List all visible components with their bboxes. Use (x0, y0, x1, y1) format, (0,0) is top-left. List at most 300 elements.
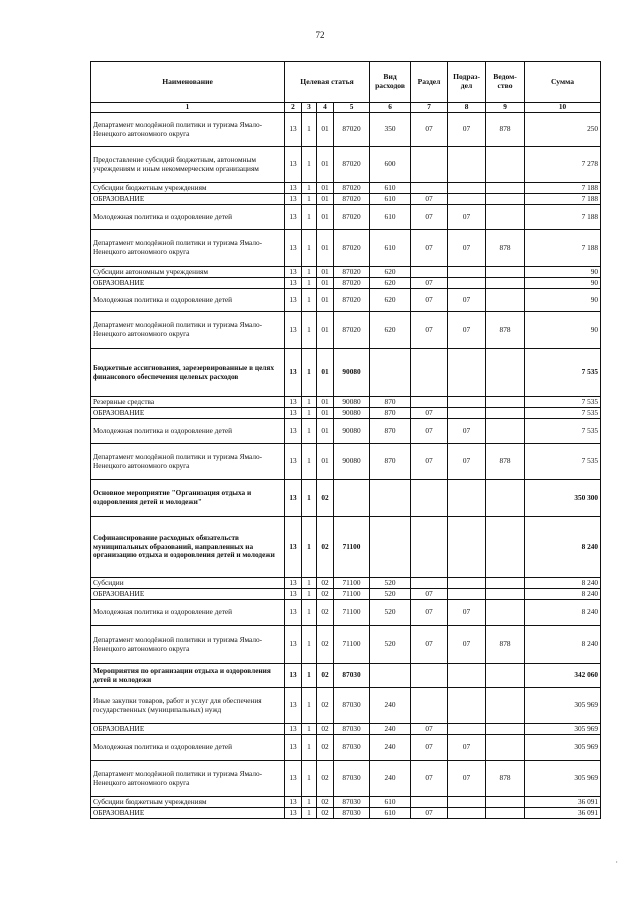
row-direction-code: 87030 (334, 808, 370, 819)
row-program-code: 13 (285, 735, 302, 761)
row-subsection (448, 480, 486, 517)
table-row (91, 194, 601, 205)
row-department: 878 (486, 444, 525, 480)
row-section: 07 (411, 600, 448, 626)
row-activity-code: 02 (317, 688, 334, 724)
row-expense-type: 610 (370, 205, 411, 230)
row-sum: 8 240 (525, 626, 601, 664)
row-program-code: 13 (285, 808, 302, 819)
row-program-code: 13 (285, 113, 302, 147)
row-name: Департамент молодёжной политики и туризма Ямало-Ненецкого автономного округа (91, 113, 285, 147)
row-subsection: 07 (448, 419, 486, 444)
row-section (411, 664, 448, 688)
row-name: Молодежная политика и оздоровление детей (91, 735, 285, 761)
row-program-code: 13 (285, 408, 302, 419)
row-program-code: 13 (285, 444, 302, 480)
row-subsection (448, 688, 486, 724)
row-department (486, 419, 525, 444)
row-activity-code: 01 (317, 267, 334, 278)
row-subsection (448, 278, 486, 289)
row-department: 878 (486, 230, 525, 267)
row-direction-code: 87020 (334, 183, 370, 194)
row-subsection: 07 (448, 113, 486, 147)
row-name: Мероприятия по организации отдыха и оздоровления детей и молодежи (91, 664, 285, 688)
row-expense-type: 240 (370, 724, 411, 735)
row-subsection: 07 (448, 312, 486, 349)
row-department (486, 797, 525, 808)
table-row (91, 419, 601, 444)
table-row (91, 278, 601, 289)
row-name: ОБРАЗОВАНИЕ (91, 278, 285, 289)
row-sum: 305 969 (525, 735, 601, 761)
row-expense-type: 520 (370, 578, 411, 589)
row-name: Департамент молодёжной политики и туризма Ямало-Ненецкого автономного округа (91, 626, 285, 664)
row-subprogram-code: 1 (302, 230, 317, 267)
row-name: Бюджетные ассигнования, зарезервированные в целях финансового обеспечения целевых расходов (91, 349, 285, 397)
row-program-code: 13 (285, 664, 302, 688)
row-activity-code: 01 (317, 278, 334, 289)
table-row (91, 480, 601, 517)
row-subsection (448, 578, 486, 589)
row-sum: 7 535 (525, 408, 601, 419)
row-subsection: 07 (448, 761, 486, 797)
row-program-code: 13 (285, 761, 302, 797)
row-name: Резервные средства (91, 397, 285, 408)
row-program-code: 13 (285, 289, 302, 312)
row-subsection (448, 808, 486, 819)
row-subprogram-code: 1 (302, 600, 317, 626)
row-expense-type: 600 (370, 147, 411, 183)
column-number: 10 (525, 103, 601, 113)
row-expense-type: 610 (370, 230, 411, 267)
row-direction-code: 71100 (334, 626, 370, 664)
row-activity-code: 01 (317, 205, 334, 230)
row-expense-type: 610 (370, 808, 411, 819)
row-subsection (448, 397, 486, 408)
row-program-code: 13 (285, 480, 302, 517)
header-department: Ведом-ство (486, 62, 525, 103)
row-subprogram-code: 1 (302, 761, 317, 797)
row-subprogram-code: 1 (302, 688, 317, 724)
row-department (486, 278, 525, 289)
row-expense-type: 520 (370, 626, 411, 664)
row-subsection (448, 194, 486, 205)
row-program-code: 13 (285, 267, 302, 278)
row-activity-code: 01 (317, 408, 334, 419)
scan-mark: · (615, 858, 618, 867)
row-program-code: 13 (285, 517, 302, 578)
row-activity-code: 01 (317, 444, 334, 480)
row-name: Департамент молодёжной политики и туризма Ямало-Ненецкого автономного округа (91, 444, 285, 480)
column-number: 6 (370, 103, 411, 113)
row-sum: 342 060 (525, 664, 601, 688)
row-name: ОБРАЗОВАНИЕ (91, 194, 285, 205)
row-subprogram-code: 1 (302, 289, 317, 312)
row-subsection: 07 (448, 735, 486, 761)
table-row (91, 664, 601, 688)
row-section (411, 688, 448, 724)
row-program-code: 13 (285, 419, 302, 444)
row-direction-code: 87030 (334, 797, 370, 808)
row-activity-code: 02 (317, 480, 334, 517)
row-department (486, 808, 525, 819)
row-expense-type: 240 (370, 761, 411, 797)
row-expense-type: 620 (370, 278, 411, 289)
table-row (91, 808, 601, 819)
row-direction-code: 87020 (334, 278, 370, 289)
row-section: 07 (411, 312, 448, 349)
row-direction-code: 87030 (334, 735, 370, 761)
table-row (91, 183, 601, 194)
row-department (486, 205, 525, 230)
row-sum: 8 240 (525, 589, 601, 600)
row-direction-code: 71100 (334, 517, 370, 578)
row-department (486, 735, 525, 761)
row-activity-code: 02 (317, 517, 334, 578)
column-number: 2 (285, 103, 302, 113)
row-sum: 350 300 (525, 480, 601, 517)
row-expense-type: 520 (370, 589, 411, 600)
header-section: Раздел (411, 62, 448, 103)
row-sum: 305 969 (525, 761, 601, 797)
row-name: ОБРАЗОВАНИЕ (91, 408, 285, 419)
row-department (486, 147, 525, 183)
row-subsection (448, 147, 486, 183)
row-section: 07 (411, 113, 448, 147)
header-name: Наименование (91, 62, 285, 103)
row-name: Департамент молодёжной политики и туризма Ямало-Ненецкого автономного округа (91, 312, 285, 349)
row-program-code: 13 (285, 626, 302, 664)
row-department (486, 688, 525, 724)
header-row (91, 62, 601, 103)
row-activity-code: 01 (317, 230, 334, 267)
row-direction-code: 71100 (334, 600, 370, 626)
table-row (91, 797, 601, 808)
row-department (486, 183, 525, 194)
row-subprogram-code: 1 (302, 147, 317, 183)
row-sum: 90 (525, 312, 601, 349)
row-department (486, 600, 525, 626)
row-direction-code: 90080 (334, 444, 370, 480)
column-number: 4 (317, 103, 334, 113)
table-row (91, 626, 601, 664)
row-program-code: 13 (285, 578, 302, 589)
row-name: Департамент молодёжной политики и туризма Ямало-Ненецкого автономного округа (91, 761, 285, 797)
row-direction-code: 87030 (334, 761, 370, 797)
table-row (91, 205, 601, 230)
table-row (91, 444, 601, 480)
row-subprogram-code: 1 (302, 444, 317, 480)
row-direction-code: 87020 (334, 289, 370, 312)
row-name: Субсидии бюджетным учреждениям (91, 183, 285, 194)
header-target-article: Целевая статья (285, 62, 370, 103)
row-department (486, 578, 525, 589)
row-subprogram-code: 1 (302, 183, 317, 194)
row-sum: 7 188 (525, 205, 601, 230)
page-number: 72 (315, 30, 325, 40)
row-section: 07 (411, 626, 448, 664)
row-program-code: 13 (285, 312, 302, 349)
table-body (91, 113, 601, 819)
row-direction-code: 87030 (334, 724, 370, 735)
row-name: Основное мероприятие "Организация отдыха и оздоровления детей и молодежи" (91, 480, 285, 517)
row-direction-code: 87020 (334, 147, 370, 183)
row-sum: 7 188 (525, 230, 601, 267)
row-section (411, 183, 448, 194)
row-program-code: 13 (285, 797, 302, 808)
row-expense-type: 240 (370, 688, 411, 724)
row-sum: 250 (525, 113, 601, 147)
row-sum: 7 535 (525, 444, 601, 480)
row-section (411, 267, 448, 278)
row-direction-code: 90080 (334, 397, 370, 408)
row-section (411, 480, 448, 517)
row-sum: 36 091 (525, 797, 601, 808)
row-subsection (448, 724, 486, 735)
row-section: 07 (411, 289, 448, 312)
row-subprogram-code: 1 (302, 312, 317, 349)
row-subprogram-code: 1 (302, 664, 317, 688)
row-subsection: 07 (448, 205, 486, 230)
row-section (411, 397, 448, 408)
row-expense-type: 620 (370, 289, 411, 312)
row-subprogram-code: 1 (302, 278, 317, 289)
row-program-code: 13 (285, 194, 302, 205)
header-subsection: Подраз-дел (448, 62, 486, 103)
row-subsection: 07 (448, 289, 486, 312)
row-name: Субсидии (91, 578, 285, 589)
row-department (486, 194, 525, 205)
header-expense-type: Вид расходов (370, 62, 411, 103)
row-expense-type: 870 (370, 419, 411, 444)
column-number: 7 (411, 103, 448, 113)
header-sum: Сумма (525, 62, 601, 103)
row-program-code: 13 (285, 397, 302, 408)
row-subprogram-code: 1 (302, 267, 317, 278)
row-activity-code: 01 (317, 147, 334, 183)
row-subprogram-code: 1 (302, 797, 317, 808)
row-name: Молодежная политика и оздоровление детей (91, 289, 285, 312)
table-row (91, 761, 601, 797)
table-row (91, 113, 601, 147)
row-activity-code: 02 (317, 797, 334, 808)
row-section (411, 578, 448, 589)
row-sum: 7 188 (525, 183, 601, 194)
row-activity-code: 02 (317, 664, 334, 688)
row-department: 878 (486, 312, 525, 349)
row-program-code: 13 (285, 600, 302, 626)
row-subprogram-code: 1 (302, 349, 317, 397)
row-expense-type: 610 (370, 194, 411, 205)
row-sum: 7 535 (525, 397, 601, 408)
row-name: Молодежная политика и оздоровление детей (91, 205, 285, 230)
row-expense-type: 610 (370, 797, 411, 808)
row-expense-type: 610 (370, 183, 411, 194)
row-department (486, 397, 525, 408)
row-name: Софинансирование расходных обязательств муниципальных образований, направленных на организацию отдыха и оздоровления детей и молодежи (91, 517, 285, 578)
table-row (91, 688, 601, 724)
row-subsection (448, 517, 486, 578)
row-name: Предоставление субсидий бюджетным, автономным учреждениям и иным некоммерческим организациям (91, 147, 285, 183)
row-name: Иные закупки товаров, работ и услуг для обеспечения государственных (муниципальных) нужд (91, 688, 285, 724)
budget-table (90, 61, 601, 819)
row-department (486, 664, 525, 688)
row-subprogram-code: 1 (302, 419, 317, 444)
row-subprogram-code: 1 (302, 397, 317, 408)
row-section: 07 (411, 408, 448, 419)
row-direction-code: 87020 (334, 267, 370, 278)
row-department (486, 589, 525, 600)
row-expense-type: 870 (370, 397, 411, 408)
row-section: 07 (411, 724, 448, 735)
row-subsection: 07 (448, 230, 486, 267)
row-expense-type (370, 664, 411, 688)
row-direction-code: 87030 (334, 688, 370, 724)
row-activity-code: 01 (317, 349, 334, 397)
table-row (91, 267, 601, 278)
row-activity-code: 01 (317, 397, 334, 408)
row-department (486, 289, 525, 312)
row-department: 878 (486, 761, 525, 797)
row-subprogram-code: 1 (302, 113, 317, 147)
row-sum: 305 969 (525, 724, 601, 735)
row-activity-code: 02 (317, 735, 334, 761)
row-activity-code: 01 (317, 289, 334, 312)
row-subsection (448, 349, 486, 397)
row-activity-code: 02 (317, 626, 334, 664)
row-section: 07 (411, 589, 448, 600)
row-name: Субсидии бюджетным учреждениям (91, 797, 285, 808)
column-number: 3 (302, 103, 317, 113)
row-program-code: 13 (285, 147, 302, 183)
row-section: 07 (411, 278, 448, 289)
row-subprogram-code: 1 (302, 578, 317, 589)
row-activity-code: 02 (317, 600, 334, 626)
row-sum: 8 240 (525, 600, 601, 626)
row-activity-code: 01 (317, 183, 334, 194)
row-direction-code: 90080 (334, 349, 370, 397)
row-program-code: 13 (285, 278, 302, 289)
row-section: 07 (411, 205, 448, 230)
row-department (486, 408, 525, 419)
row-program-code: 13 (285, 724, 302, 735)
row-sum: 7 278 (525, 147, 601, 183)
row-subprogram-code: 1 (302, 626, 317, 664)
row-department (486, 724, 525, 735)
table-row (91, 735, 601, 761)
row-direction-code: 87020 (334, 205, 370, 230)
table-row (91, 289, 601, 312)
row-name: Департамент молодёжной политики и туризма Ямало-Ненецкого автономного округа (91, 230, 285, 267)
row-expense-type (370, 480, 411, 517)
row-activity-code: 02 (317, 724, 334, 735)
row-expense-type: 620 (370, 312, 411, 349)
row-expense-type: 240 (370, 735, 411, 761)
row-sum: 7 535 (525, 349, 601, 397)
row-name: Молодежная политика и оздоровление детей (91, 419, 285, 444)
row-activity-code: 02 (317, 578, 334, 589)
row-sum: 7 188 (525, 194, 601, 205)
row-program-code: 13 (285, 688, 302, 724)
row-expense-type: 520 (370, 600, 411, 626)
row-expense-type: 870 (370, 444, 411, 480)
row-expense-type: 350 (370, 113, 411, 147)
row-direction-code: 87020 (334, 312, 370, 349)
table-row (91, 589, 601, 600)
row-program-code: 13 (285, 230, 302, 267)
row-department (486, 480, 525, 517)
table-row (91, 517, 601, 578)
row-activity-code: 02 (317, 761, 334, 797)
table-row (91, 397, 601, 408)
row-section: 07 (411, 194, 448, 205)
row-subprogram-code: 1 (302, 205, 317, 230)
row-subsection: 07 (448, 444, 486, 480)
row-program-code: 13 (285, 205, 302, 230)
row-section (411, 349, 448, 397)
row-department (486, 517, 525, 578)
row-direction-code: 71100 (334, 589, 370, 600)
row-program-code: 13 (285, 349, 302, 397)
row-subsection: 07 (448, 626, 486, 664)
row-subprogram-code: 1 (302, 808, 317, 819)
column-number: 1 (91, 103, 285, 113)
row-expense-type: 620 (370, 267, 411, 278)
row-subsection (448, 797, 486, 808)
table-row (91, 724, 601, 735)
row-name: Молодежная политика и оздоровление детей (91, 600, 285, 626)
table-row (91, 578, 601, 589)
row-direction-code: 87020 (334, 113, 370, 147)
row-subsection: 07 (448, 600, 486, 626)
row-section (411, 797, 448, 808)
row-subprogram-code: 1 (302, 589, 317, 600)
row-subprogram-code: 1 (302, 408, 317, 419)
table-row (91, 408, 601, 419)
row-direction-code (334, 480, 370, 517)
row-department: 878 (486, 113, 525, 147)
row-department (486, 349, 525, 397)
row-direction-code: 71100 (334, 578, 370, 589)
row-subprogram-code: 1 (302, 735, 317, 761)
column-number: 8 (448, 103, 486, 113)
row-section: 07 (411, 735, 448, 761)
row-direction-code: 90080 (334, 408, 370, 419)
table-row (91, 147, 601, 183)
table-row (91, 349, 601, 397)
table-row (91, 600, 601, 626)
row-section: 07 (411, 444, 448, 480)
row-expense-type (370, 349, 411, 397)
row-direction-code: 87020 (334, 230, 370, 267)
row-sum: 305 969 (525, 688, 601, 724)
row-name: Субсидии автономным учреждениям (91, 267, 285, 278)
row-expense-type (370, 517, 411, 578)
row-activity-code: 02 (317, 589, 334, 600)
column-number-row (91, 103, 601, 113)
row-section: 07 (411, 419, 448, 444)
row-sum: 36 091 (525, 808, 601, 819)
row-activity-code: 02 (317, 808, 334, 819)
row-department (486, 267, 525, 278)
row-direction-code: 90080 (334, 419, 370, 444)
row-activity-code: 01 (317, 312, 334, 349)
row-name: ОБРАЗОВАНИЕ (91, 724, 285, 735)
row-sum: 90 (525, 289, 601, 312)
row-section (411, 147, 448, 183)
row-activity-code: 01 (317, 194, 334, 205)
row-section: 07 (411, 761, 448, 797)
